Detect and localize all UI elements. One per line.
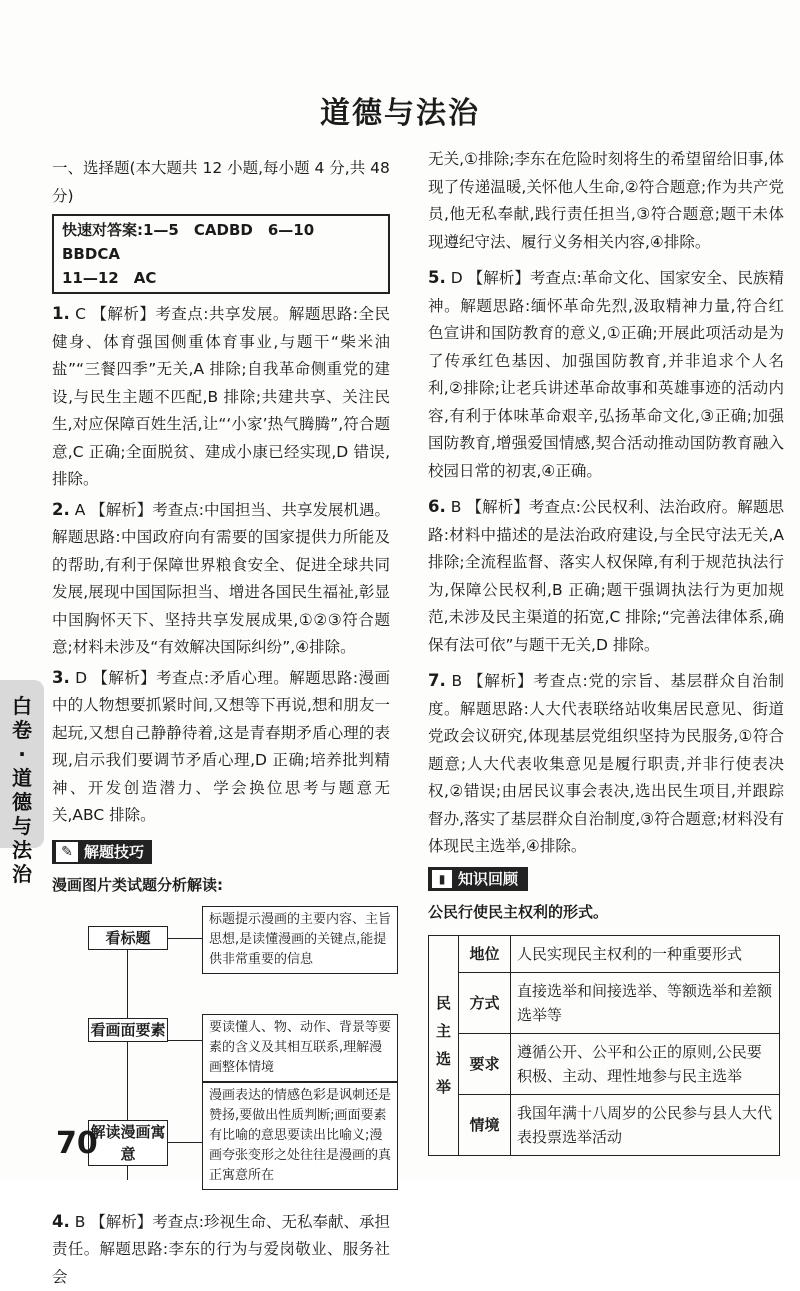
connector-line (168, 1040, 202, 1041)
question-text: D 【解析】考查点:矛盾心理。解题思路:漫画中的人物想要抓紧时间,又想等下再说,想和朋友一起玩,又想自己静静待着,这是青春期矛盾心理的表现,启示我们要调节矛盾心理,D 正确;培养批判精神、开发创造潜力、学会换位思考与题意无关,ABC 排除。 (52, 669, 390, 825)
question-text: B 【解析】考查点:党的宗旨、基层群众自治制度。解题思路:人大代表联络站收集居民意见、街道党政会议研究,体现基层党组织坚持为民服务,①符合题意;人大代表收集意见是履行职责,并非行使表决权,②错误;由居民议事会表决,选出民生项目,并跟踪督办,落实了基层群众自治制度,③符合题意;材料没有体现民主选举,④排除。 (428, 672, 784, 855)
side-label-text: 民主选举 (436, 994, 451, 1096)
answer-line-1: 快速对答案:1—5 CADBD 6—10 BBDCA (62, 218, 380, 266)
question-4-continued: 无关,①排除;李东在危险时刻将生的希望留给旧事,体现了传递温暖,关怀他人生命,②符合题意;作为共产党员,他无私奉献,践行责任担当,③符合题意;题干未体现遵纪守法、履行义务相关内容,④排除。 (428, 146, 784, 256)
step-description: 要读懂人、物、动作、背景等要素的含义及其相互联系,理解漫画整体情境 (202, 1014, 398, 1082)
question-number: 1. (52, 304, 70, 323)
question-text: B 【解析】考查点:珍视生命、无私奉献、承担责任。解题思路:李东的行为与爱岗敬业、服务社会 (52, 1213, 390, 1286)
question-4 (52, 1208, 390, 1291)
question-text: D 【解析】考查点:革命文化、国家安全、民族精神。解题思路:缅怀革命先烈,汲取精神力量,符合红色宣讲和国防教育的意义,①正确;开展此项活动是为了传承红色基因、加强国防教育,并非追求个人名利,②排除;让老兵讲述革命故事和英雄事迹的活动内容,有利于体味革命艰辛,弘扬革命文化,③正确;加强国防教育,增强爱国情感,契合活动推动国防教育融入校园日常的初衷,④正确。 (428, 269, 784, 480)
connector-line (168, 1142, 202, 1143)
table-key: 地位 (459, 935, 511, 972)
question-number: 6. (428, 497, 446, 516)
key-icon: ✎ (56, 842, 78, 862)
question-number: 7. (428, 671, 446, 690)
step-label: 看画面要素 (88, 1018, 168, 1042)
tip-heading (52, 840, 152, 864)
table-key: 方式 (459, 972, 511, 1033)
table-key: 情境 (459, 1094, 511, 1155)
tip-title: 解题技巧 (84, 843, 144, 861)
answer-line-2: 11—12 AC (62, 266, 380, 290)
review-heading (428, 867, 528, 891)
connector-line (168, 938, 202, 939)
question-3 (52, 664, 390, 830)
review-subtitle: 公民行使民主权利的形式。 (428, 899, 784, 927)
table-row (429, 1094, 780, 1155)
page-number: 70 (56, 1126, 98, 1161)
question-text: B 【解析】考查点:公民权利、法治政府。解题思路:材料中描述的是法治政府建设,与全民守法无关,A 排除;全流程监督、落实人权保障,有利于规范执法行为,保障公民权利,B 正确;题干强调执法行为更加规范,未涉及民主渠道的拓宽,C 排除;“完善法律体系,确保有法可依”与题干无关,D 排除。 (428, 498, 784, 654)
question-1 (52, 300, 390, 494)
table-value: 我国年满十八周岁的公民参与县人大代表投票选举活动 (511, 1094, 780, 1155)
left-column (52, 155, 390, 1291)
table-row (429, 972, 780, 1033)
answer-box (52, 214, 390, 294)
question-2 (52, 496, 390, 662)
step-description: 标题提示漫画的主要内容、主旨思想,是读懂漫画的关键点,能提供非常重要的信息 (202, 906, 398, 974)
review-title: 知识回顾 (458, 870, 518, 888)
knowledge-table (428, 935, 780, 1156)
side-tab-text: 白卷·道德与法治 (10, 694, 34, 886)
right-column (428, 144, 784, 1156)
table-key: 要求 (459, 1033, 511, 1094)
table-value: 遵循公开、公平和公正的原则,公民要积极、主动、理性地参与民主选举 (511, 1033, 780, 1094)
question-number: 3. (52, 668, 70, 687)
question-number: 2. (52, 500, 70, 519)
question-5 (428, 264, 784, 485)
table-side-label (429, 935, 459, 1155)
question-6 (428, 493, 784, 659)
question-text: C 【解析】考查点:共享发展。解题思路:全民健身、体育强国侧重体育事业,与题干“柴米油盐”“三餐四季”无关,A 排除;自我革命侧重党的建设,与民生主题不匹配,B 排除;共建共享、关注民生,对应保障百姓生活,让“‘小家’热气腾腾”,符合题意,C 正确;全面脱贫、建成小康已经实现,D 错误,排除。 (52, 305, 390, 488)
tip-subtitle: 漫画图片类试题分析解读: (52, 872, 390, 900)
table-row (429, 1033, 780, 1094)
book-icon: ▮ (432, 870, 452, 888)
question-text: A 【解析】考查点:中国担当、共享发展机遇。解题思路:中国政府向有需要的国家提供力所能及的帮助,有利于保障世界粮食安全、促进全球共同发展,展现中国国际担当、增进各国民生福祉,彰显中国胸怀天下、坚持共享发展成果,①②③符合题意;材料未涉及“有效解决国际纠纷”,④排除。 (52, 501, 390, 657)
flow-diagram (52, 906, 390, 1206)
step-label: 解读漫画寓意 (88, 1120, 168, 1166)
table-value: 直接选举和间接选举、等额选举和差额选举等 (511, 972, 780, 1033)
section-heading: 一、选择题(本大题共 12 小题,每小题 4 分,共 48 分) (52, 155, 390, 210)
question-number: 5. (428, 268, 446, 287)
question-number: 4. (52, 1212, 70, 1231)
side-tab (0, 680, 44, 848)
table-value: 人民实现民主权利的一种重要形式 (511, 935, 780, 972)
step-description: 漫画表达的情感色彩是讽刺还是赞扬,要做出性质判断;画面要素有比喻的意思要读出比喻义;漫画夸张变形之处往往是漫画的真正寓意所在 (202, 1082, 398, 1190)
question-7 (428, 667, 784, 861)
page-title: 道德与法治 (0, 88, 800, 132)
table-row (429, 935, 780, 972)
step-label: 看标题 (88, 926, 168, 950)
